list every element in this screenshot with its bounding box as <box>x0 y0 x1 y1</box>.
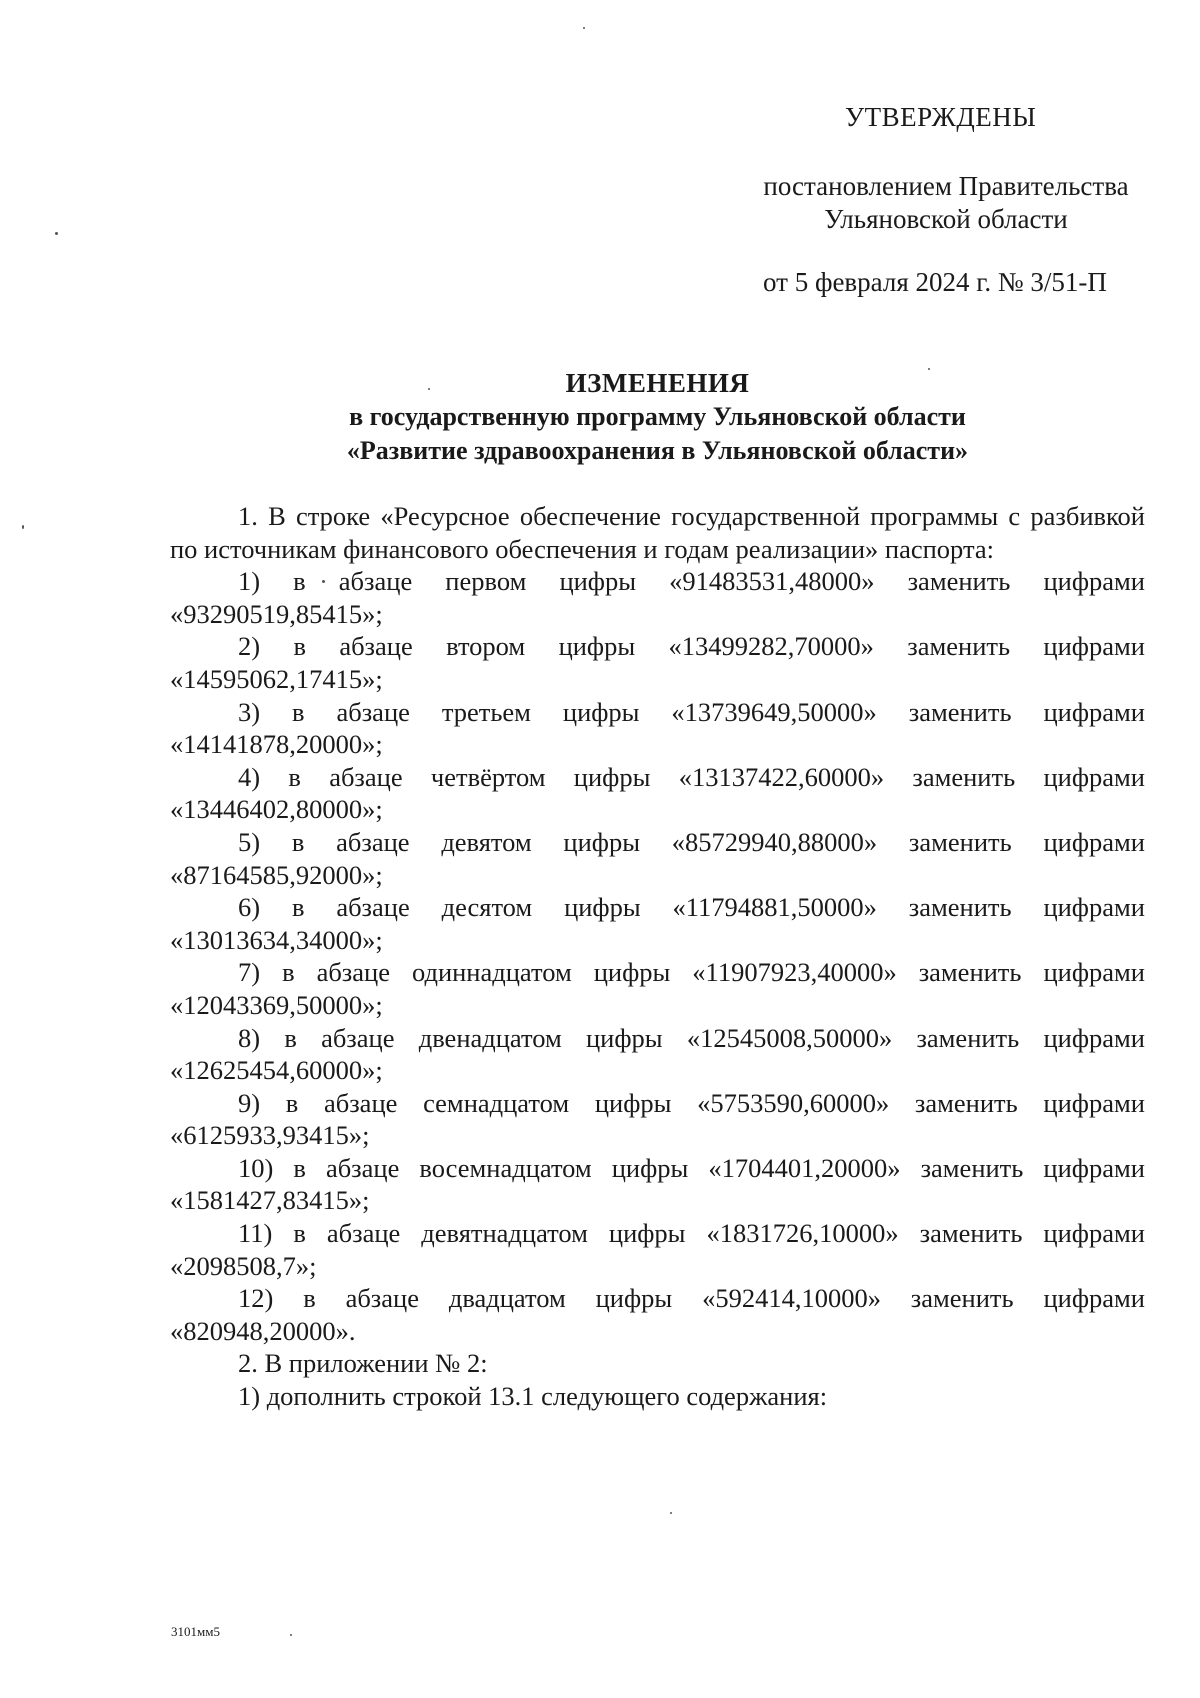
amendment-word: цифрами <box>1043 696 1145 727</box>
amendment-word: абзаце <box>336 892 410 923</box>
amendment-new-value: «2098508,7»; <box>170 1250 317 1281</box>
approval-issuer <box>756 170 1136 236</box>
amendment-word: заменить <box>908 696 1012 727</box>
amendment-word: в <box>303 1283 316 1314</box>
amendment-word: в <box>293 1218 306 1249</box>
amendment-word: «1704401,20000» <box>708 1152 901 1183</box>
amendment-word: цифры <box>594 1087 672 1118</box>
amendment-word: в <box>288 761 301 792</box>
amendment-word: 8) <box>238 1022 261 1053</box>
amendment-item <box>170 565 1145 630</box>
amendment-item-line <box>170 1022 1145 1055</box>
amendment-word: «13137422,60000» <box>678 761 885 792</box>
amendment-word: «5753590,60000» <box>697 1087 890 1118</box>
amendment-word: заменить <box>916 1022 1020 1053</box>
amendment-word: цифры <box>586 1022 663 1053</box>
approval-issuer-line-1: постановлением Правительства <box>763 171 1129 201</box>
amendment-new-value: «6125933,93415»; <box>170 1120 370 1151</box>
amendment-word: заменить <box>920 1152 1024 1183</box>
amendment-new-value: «1581427,83415»; <box>170 1185 370 1216</box>
amendment-word: двадцатом <box>448 1283 566 1314</box>
scan-speck <box>928 368 930 370</box>
amendment-word: «1831726,10000» <box>706 1218 899 1249</box>
amendment-item <box>170 1022 1145 1087</box>
amendment-word: в <box>285 1087 299 1118</box>
amendment-word: 3) <box>238 696 261 727</box>
amendment-word: девятнадцатом <box>421 1218 588 1249</box>
amendment-word: заменить <box>918 957 1022 988</box>
amendment-word: 6) <box>238 892 261 923</box>
amendment-word: 7) <box>238 957 261 988</box>
heading-title: ИЗМЕНЕНИЯ <box>565 368 750 398</box>
amendment-word: в <box>293 1152 306 1183</box>
scan-speck <box>583 27 585 29</box>
amendment-word: цифры <box>563 826 641 857</box>
amendment-item-line <box>170 630 1145 663</box>
amendment-item-line <box>170 761 1145 794</box>
footer-code: 3101мм5 <box>171 1624 220 1639</box>
amendment-item <box>170 956 1145 1021</box>
amendment-word: абзаце <box>339 631 413 662</box>
amendment-item-line <box>170 696 1145 729</box>
amendment-word: «12545008,50000» <box>686 1022 893 1053</box>
amendment-item <box>170 1087 1145 1152</box>
heading-line-1: в государственную программу Ульяновской области <box>349 402 966 431</box>
amendment-new-value: «14141878,20000»; <box>170 729 383 760</box>
amendment-word: цифрами <box>1043 1022 1145 1053</box>
amendment-item <box>170 1282 1145 1347</box>
amendment-word: девятом <box>441 826 532 857</box>
amendment-item-line <box>170 826 1145 859</box>
amendment-item <box>170 891 1145 956</box>
section-1-intro: 1. В строке «Ресурсное обеспечение государственной программы с разбивкой по источникам финансового обеспечения и годам реализации» паспорта: <box>170 501 1145 564</box>
amendment-word: 9) <box>238 1087 261 1118</box>
amendment-word: заменить <box>908 892 1012 923</box>
amendment-word: заменить <box>910 1283 1014 1314</box>
amendment-word: в <box>291 826 305 857</box>
amendment-item <box>170 826 1145 891</box>
amendment-word: цифры <box>573 761 651 792</box>
amendment-word: «13499282,70000» <box>668 631 874 662</box>
amendment-new-value: «13446402,80000»; <box>170 794 383 825</box>
section-2-subitem-1: 1) дополнить строкой 13.1 следующего содержания: <box>238 1381 828 1412</box>
scan-speck <box>670 1512 672 1514</box>
amendment-word: 5) <box>238 826 261 857</box>
amendment-word: семнадцатом <box>423 1087 570 1118</box>
scan-speck <box>290 1634 292 1636</box>
amendment-word: в <box>282 957 295 988</box>
amendment-word: цифрами <box>1043 1152 1145 1183</box>
amendment-word: в <box>284 1022 297 1053</box>
amendment-word: цифрами <box>1043 826 1145 857</box>
approval-date: от 5 февраля 2024 г. № 3/51-П <box>763 267 1107 297</box>
amendment-word: цифрами <box>1043 892 1145 923</box>
amendment-word: «592414,10000» <box>702 1283 881 1314</box>
amendment-word: цифры <box>559 566 637 597</box>
amendment-item-line <box>170 1087 1145 1120</box>
amendment-item-line <box>170 565 1145 598</box>
amendment-word: «91483531,48000» <box>669 566 875 597</box>
amendment-word: абзаце <box>336 826 410 857</box>
amendment-word: абзаце <box>326 1218 401 1249</box>
amendment-word: «11794881,50000» <box>672 892 877 923</box>
amendment-word: заменить <box>908 826 1012 857</box>
amendment-word: втором <box>446 631 526 662</box>
amendment-word: третьем <box>441 696 531 727</box>
amendment-word: заменить <box>919 1218 1023 1249</box>
amendment-word: абзаце <box>345 1283 419 1314</box>
amendment-word: «85729940,88000» <box>671 826 878 857</box>
amendment-word: заменить <box>914 1087 1018 1118</box>
amendment-word: заменить <box>907 566 1011 597</box>
amendment-word: 2) <box>238 631 261 662</box>
amendment-new-value: «820948,20000». <box>170 1315 356 1346</box>
amendment-word: «13739649,50000» <box>671 696 877 727</box>
amendment-word: 1) <box>238 566 261 597</box>
heading-line-2: «Развитие здравоохранения в Ульяновской области» <box>346 436 969 465</box>
amendment-word: восемнадцатом <box>419 1152 592 1183</box>
amendment-item <box>170 696 1145 761</box>
amendment-new-value: «12043369,50000»; <box>170 989 383 1020</box>
approval-issuer-line-2: Ульяновской области <box>824 204 1068 234</box>
scan-speck <box>55 232 58 235</box>
amendment-new-value: «87164585,92000»; <box>170 859 383 890</box>
amendment-new-value: «13013634,34000»; <box>170 924 383 955</box>
amendment-word: цифрами <box>1043 1218 1145 1249</box>
amendment-word: цифры <box>608 1218 686 1249</box>
amendment-word: цифры <box>562 696 640 727</box>
amendment-item-line <box>170 1152 1145 1185</box>
amendment-item-line <box>170 1217 1145 1250</box>
amendment-item <box>170 630 1145 695</box>
amendment-word: двенадцатом <box>418 1022 562 1053</box>
amendment-word: «11907923,40000» <box>692 957 897 988</box>
amendment-word: абзаце <box>323 1087 398 1118</box>
amendment-new-value: «93290519,85415»; <box>170 598 383 629</box>
amendment-word: первом <box>445 566 527 597</box>
amendment-new-value: «14595062,17415»; <box>170 663 383 694</box>
amendment-word: цифры <box>595 1283 673 1314</box>
amendment-word: 10) <box>238 1152 274 1183</box>
amendment-word: 4) <box>238 761 261 792</box>
document-heading <box>170 366 1145 468</box>
amendment-item-line <box>170 956 1145 989</box>
amendment-word: цифрами <box>1043 1283 1145 1314</box>
scan-speck <box>22 525 24 529</box>
amendment-item <box>170 1217 1145 1282</box>
amendment-word: цифрами <box>1043 1087 1145 1118</box>
amendment-word: абзаце <box>325 1152 400 1183</box>
document-body <box>170 500 1145 1413</box>
amendment-word: цифрами <box>1043 957 1145 988</box>
amendment-word: цифрами <box>1043 566 1145 597</box>
amendment-item-line <box>170 1282 1145 1315</box>
amendment-item-line <box>170 891 1145 924</box>
amendment-word: в <box>292 696 305 727</box>
amendment-word: в <box>291 892 305 923</box>
scan-speck <box>428 388 430 390</box>
amendment-item <box>170 761 1145 826</box>
amendment-word: цифры <box>593 957 671 988</box>
approval-stamp-title: УТВЕРЖДЕНЫ <box>845 102 1037 132</box>
amendment-word: цифры <box>558 631 636 662</box>
amendment-word: заменить <box>907 631 1011 662</box>
amendment-word: абзаце <box>338 566 413 597</box>
amendment-word: цифры <box>611 1152 689 1183</box>
amendment-word: в <box>293 631 306 662</box>
amendment-word: 12) <box>238 1283 274 1314</box>
section-1-items <box>170 565 1145 1347</box>
amendment-word: одиннадцатом <box>411 957 572 988</box>
amendment-word: абзаце <box>336 696 410 727</box>
amendment-word: 11) <box>238 1218 273 1249</box>
amendment-word: в <box>293 566 306 597</box>
amendment-word: четвёртом <box>430 761 546 792</box>
section-2-intro: 2. В приложении № 2: <box>238 1348 488 1379</box>
amendment-word: десятом <box>441 892 533 923</box>
amendment-new-value: «12625454,60000»; <box>170 1055 383 1086</box>
scan-speck <box>322 580 325 583</box>
amendment-word: цифрами <box>1043 631 1145 662</box>
amendment-word: цифрами <box>1043 761 1145 792</box>
amendment-word: цифры <box>564 892 641 923</box>
amendment-item <box>170 1152 1145 1217</box>
amendment-word: заменить <box>912 761 1016 792</box>
amendment-word: абзаце <box>329 761 403 792</box>
amendment-word: абзаце <box>321 1022 395 1053</box>
amendment-word: абзаце <box>316 957 390 988</box>
